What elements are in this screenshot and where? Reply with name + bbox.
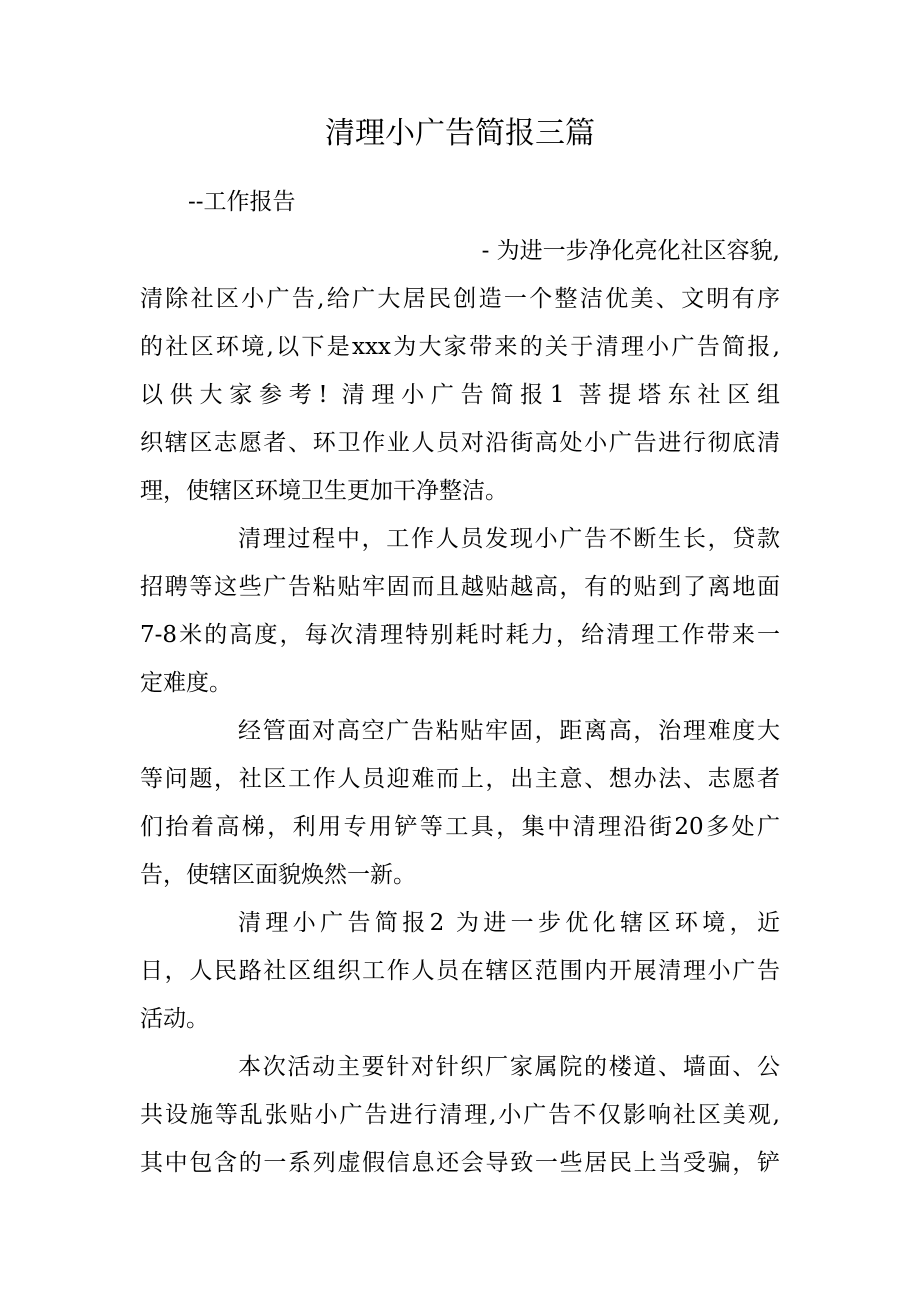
document-subtitle: --工作报告: [188, 189, 296, 215]
text-line: - 为进一步净化亮化社区容貌,: [481, 238, 780, 264]
text-line: 清理过程中，工作人员发现小广告不断生长，贷款: [238, 526, 780, 552]
text-line: 活动。: [140, 1006, 209, 1032]
text-line: 以供大家参考! 清理小广告简报1 菩提塔东社区组: [140, 382, 780, 408]
text-line: 的社区环境,以下是xxx为大家带来的关于清理小广告简报,: [140, 334, 780, 360]
text-line: 7-8米的高度，每次清理特别耗时耗力，给清理工作带来一: [140, 622, 780, 648]
text-line: 理，使辖区环境卫生更加干净整洁。: [140, 478, 508, 504]
text-line: 招聘等这些广告粘贴牢固而且越贴越高，有的贴到了离地面: [140, 574, 780, 600]
text-line: 本次活动主要针对针织厂家属院的楼道、墙面、公: [238, 1054, 780, 1080]
text-line: 织辖区志愿者、环卫作业人员对沿街高处小广告进行彻底清: [140, 430, 780, 456]
text-line: 等问题，社区工作人员迎难而上，出主意、想办法、志愿者: [140, 766, 780, 792]
text-line: 清除社区小广告,给广大居民创造一个整洁优美、文明有序: [140, 286, 780, 312]
text-line: 们抬着高梯，利用专用铲等工具，集中清理沿街20多处广: [140, 814, 780, 840]
text-line: 清理小广告简报2 为进一步优化辖区环境，近: [238, 910, 780, 936]
text-line: 经管面对高空广告粘贴牢固，距离高，治理难度大: [238, 718, 780, 744]
text-line: 告，使辖区面貌焕然一新。: [140, 862, 416, 888]
text-line: 定难度。: [140, 670, 232, 696]
text-line: 共设施等乱张贴小广告进行清理,小广告不仅影响社区美观,: [140, 1102, 780, 1128]
text-line: 其中包含的一系列虚假信息还会导致一些居民上当受骗，铲: [140, 1150, 780, 1176]
document-title: 清理小广告简报三篇: [325, 116, 595, 151]
text-line: 日，人民路社区组织工作人员在辖区范围内开展清理小广告: [140, 958, 780, 984]
